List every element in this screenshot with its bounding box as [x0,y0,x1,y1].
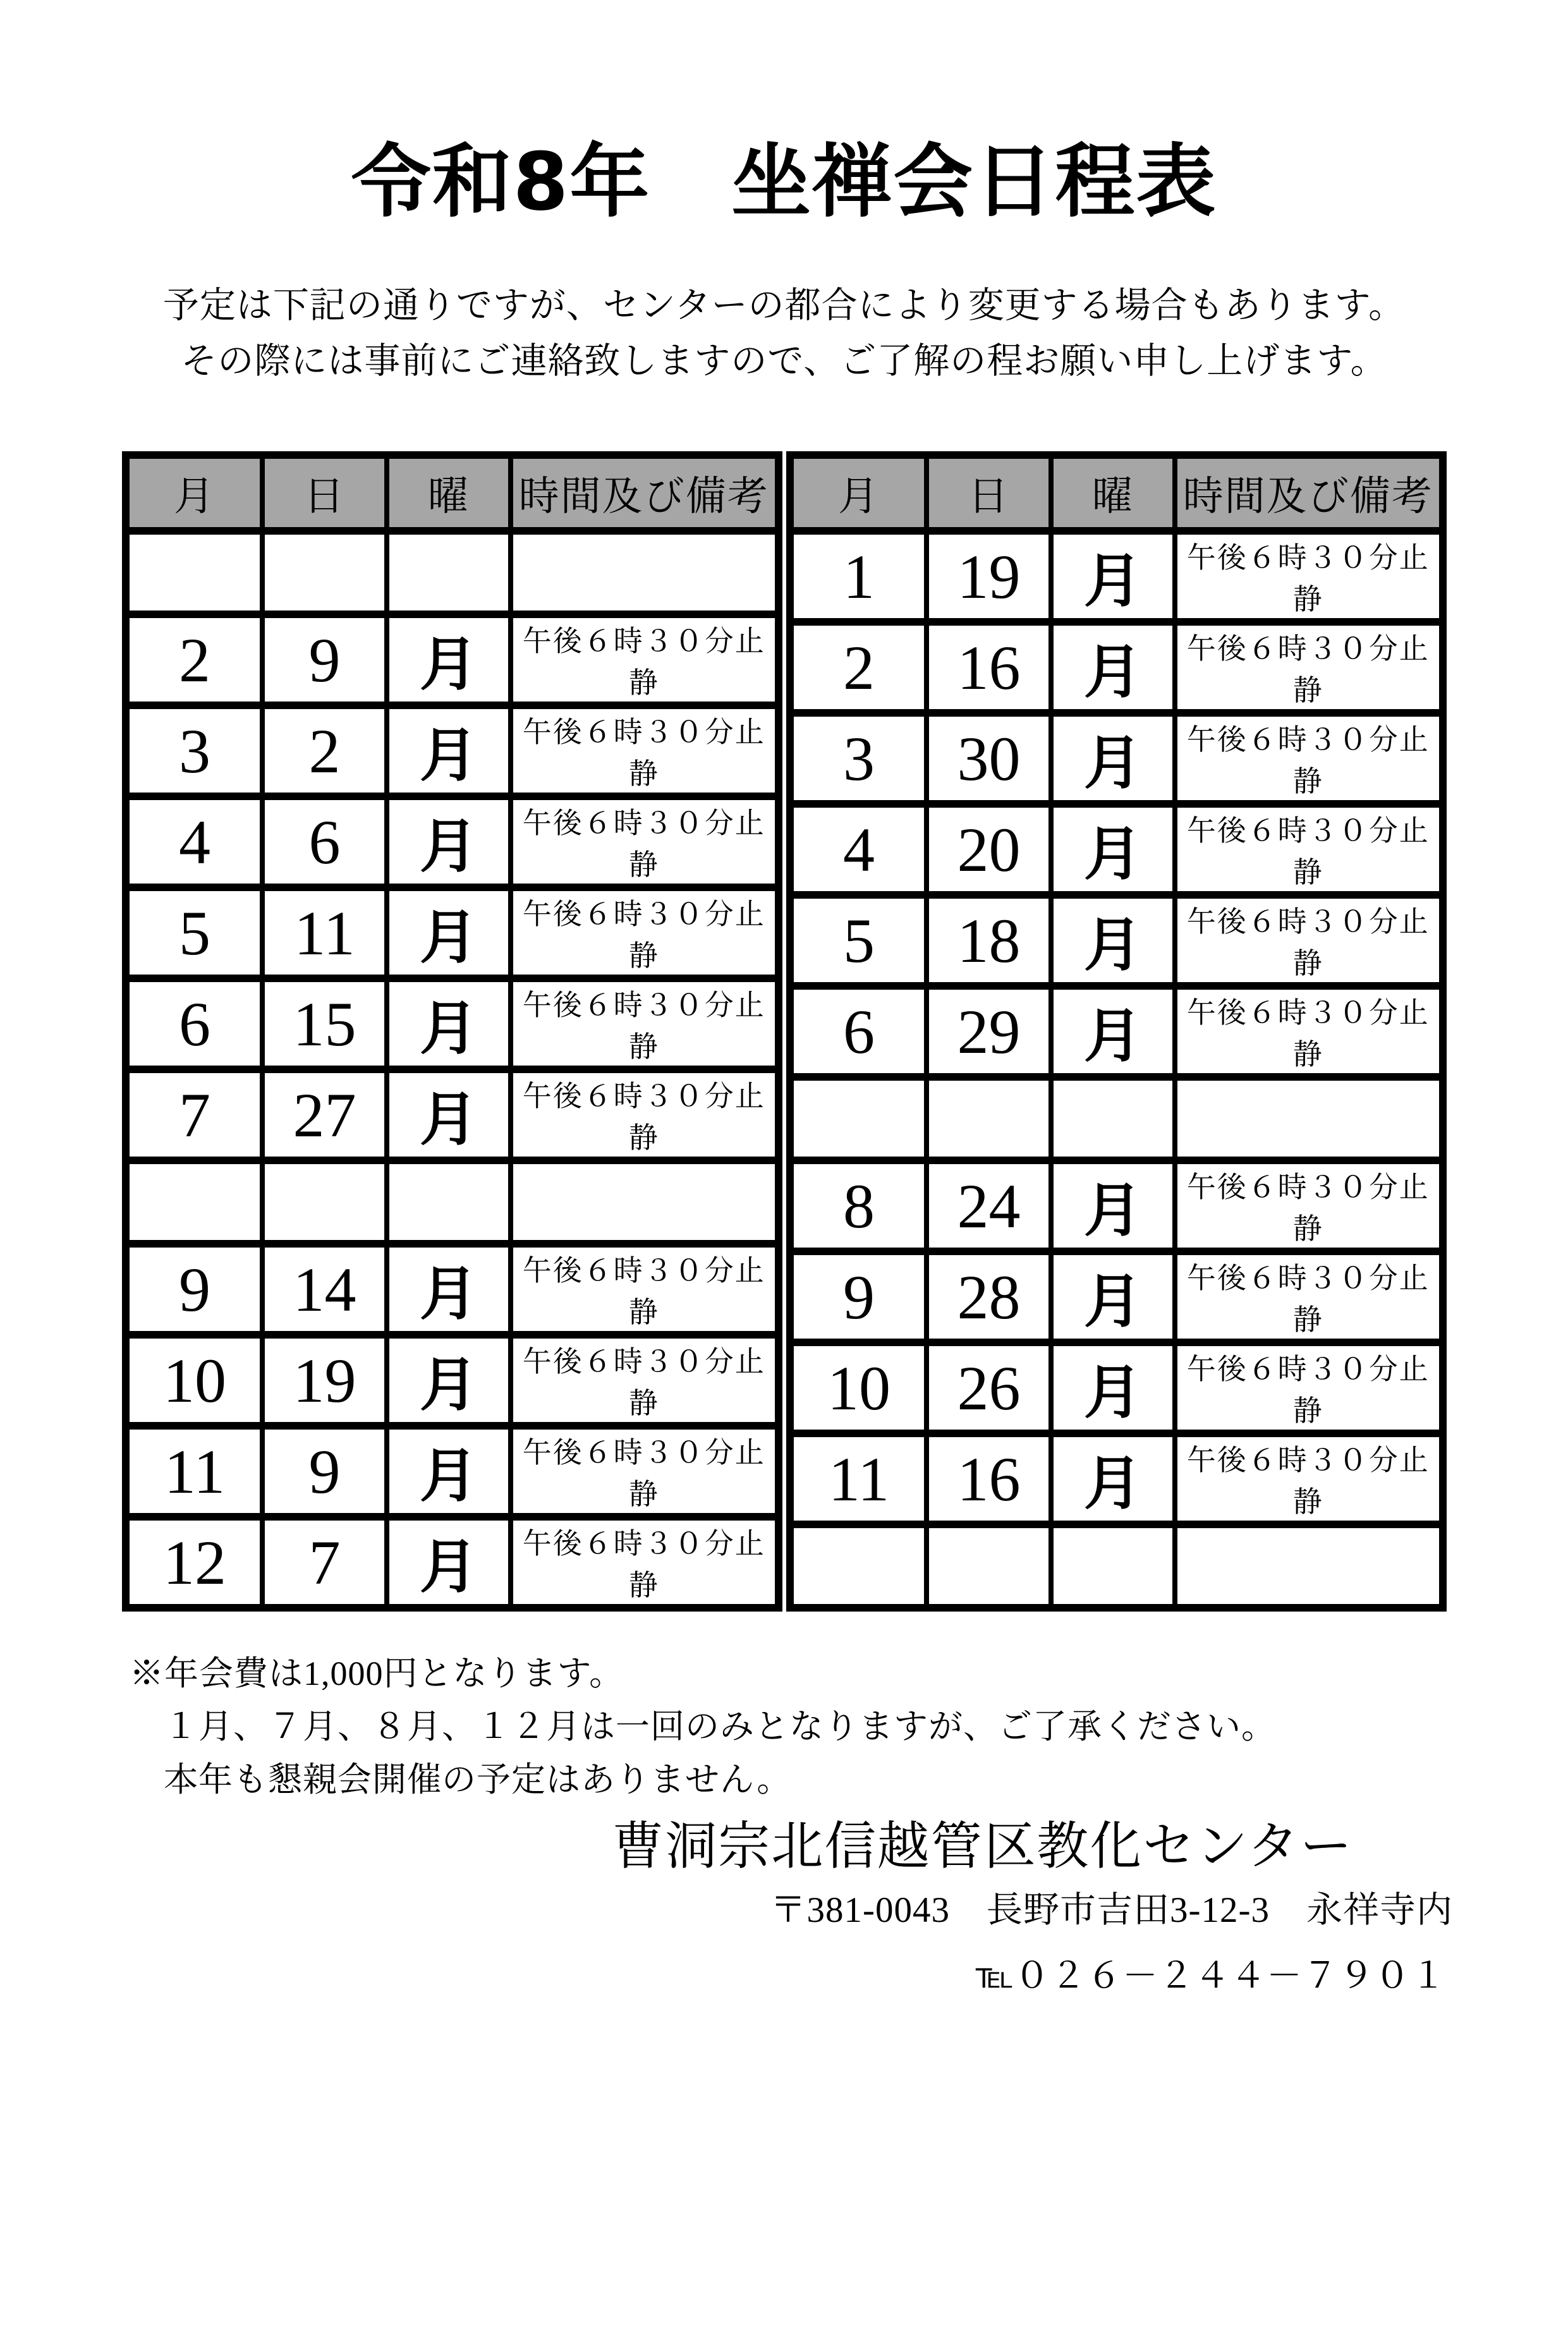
cell-remarks: 午後６時３０分止静 [511,1426,779,1517]
table-row [790,1251,1443,1342]
cell-remarks: 午後６時３０分止静 [1175,804,1443,895]
cell-remarks: 午後６時３０分止静 [511,1335,779,1426]
cell-remarks: 午後６時３０分止静 [1175,986,1443,1077]
cell-weekday: 月 [387,796,511,887]
cell-remarks: 午後６時３０分止静 [511,887,779,978]
cell-weekday: 月 [387,887,511,978]
table-row [126,705,779,796]
table-row [126,1160,779,1244]
col-header-day: 日 [927,455,1050,531]
cell-day: 28 [927,1251,1050,1342]
cell-remarks: 午後６時３０分止静 [1175,1160,1443,1251]
cell-month: 3 [126,705,263,796]
table-row [126,1517,779,1608]
cell-month: 10 [790,1342,927,1433]
cell-weekday: 月 [1051,713,1175,804]
cell-month [790,1077,927,1160]
table-row [790,1077,1443,1160]
cell-weekday: 月 [387,1069,511,1160]
cell-month: 10 [126,1335,263,1426]
cell-month: 3 [790,713,927,804]
table-row [126,531,779,614]
cell-weekday: 月 [1051,986,1175,1077]
cell-weekday: 月 [387,1426,511,1517]
cell-month: 8 [790,1160,927,1251]
schedule-table-right [786,451,1447,1612]
table-row [790,713,1443,804]
cell-day: 9 [262,1426,386,1517]
footnote-once-months: １月、７月、８月、１２月は一回のみとなりますが、ご了承ください。 [164,1708,1276,1746]
intro-paragraph [0,278,1568,389]
cell-weekday: 月 [1051,622,1175,713]
table-row [126,1069,779,1160]
cell-remarks [511,1160,779,1244]
cell-weekday: 月 [1051,531,1175,622]
cell-day: 30 [927,713,1050,804]
col-header-remarks: 時間及び備考 [1175,455,1443,531]
organization-address: 〒381-0043 長野市吉田3-12-3 永祥寺内 [770,1890,1453,1930]
col-header-weekday: 曜 [1051,455,1175,531]
cell-weekday: 月 [387,1244,511,1335]
cell-remarks: 午後６時３０分止静 [1175,531,1443,622]
cell-month: 11 [126,1426,263,1517]
cell-remarks: 午後６時３０分止静 [511,796,779,887]
organization-tel: ℡０２６－２４４－７９０１ [975,1957,1447,1996]
cell-day: 18 [927,895,1050,986]
cell-weekday: 月 [1051,804,1175,895]
cell-month [126,531,263,614]
page-title: 令和8年 坐禅会日程表 [351,135,1217,228]
table-row [790,1160,1443,1251]
cell-weekday: 月 [387,1335,511,1426]
table-row [126,1244,779,1335]
table-row [790,1524,1443,1608]
cell-day: 19 [262,1335,386,1426]
table-row [126,796,779,887]
cell-weekday: 月 [387,978,511,1069]
col-header-day: 日 [262,455,386,531]
cell-weekday [1051,1524,1175,1608]
table-row [790,1433,1443,1524]
cell-weekday [387,1160,511,1244]
table-row [126,887,779,978]
cell-remarks: 午後６時３０分止静 [1175,1433,1443,1524]
intro-line-1: 予定は下記の通りですが、センターの都合により変更する場合もあります。 [162,286,1406,325]
cell-day: 2 [262,705,386,796]
cell-month: 9 [790,1251,927,1342]
col-header-month: 月 [790,455,927,531]
cell-month: 9 [126,1244,263,1335]
cell-day [262,531,386,614]
cell-weekday [387,531,511,614]
table-row [790,986,1443,1077]
table-row [790,895,1443,986]
cell-weekday: 月 [387,1517,511,1608]
cell-remarks: 午後６時３０分止静 [1175,713,1443,804]
cell-month: 6 [126,978,263,1069]
cell-weekday: 月 [1051,1342,1175,1433]
cell-remarks [511,531,779,614]
cell-remarks: 午後６時３０分止静 [511,705,779,796]
cell-day: 15 [262,978,386,1069]
cell-weekday: 月 [1051,1433,1175,1524]
cell-day: 20 [927,804,1050,895]
cell-remarks: 午後６時３０分止静 [511,614,779,705]
table-row [790,531,1443,622]
cell-month [790,1524,927,1608]
cell-day: 26 [927,1342,1050,1433]
cell-remarks: 午後６時３０分止静 [1175,1342,1443,1433]
cell-day [262,1160,386,1244]
cell-remarks: 午後６時３０分止静 [511,1244,779,1335]
cell-month: 1 [790,531,927,622]
table-row [790,804,1443,895]
cell-weekday: 月 [1051,1251,1175,1342]
table-row [126,614,779,705]
table-row [790,1342,1443,1433]
cell-day: 24 [927,1160,1050,1251]
cell-weekday: 月 [1051,1160,1175,1251]
col-header-remarks: 時間及び備考 [511,455,779,531]
table-row [126,1335,779,1426]
cell-day: 9 [262,614,386,705]
cell-remarks: 午後６時３０分止静 [1175,1251,1443,1342]
col-header-weekday: 曜 [387,455,511,531]
cell-remarks: 午後６時３０分止静 [511,978,779,1069]
cell-month: 12 [126,1517,263,1608]
table-row [126,1426,779,1517]
footnote-fee: ※年会費は1,000円となります。 [130,1655,624,1692]
header-row-right [790,455,1443,531]
cell-month: 7 [126,1069,263,1160]
cell-weekday: 月 [387,705,511,796]
intro-line-2: その際には事前にご連絡致しますので、ご了解の程お願い申し上げます。 [181,341,1387,381]
cell-remarks: 午後６時３０分止静 [511,1069,779,1160]
cell-remarks [1175,1077,1443,1160]
cell-weekday: 月 [1051,895,1175,986]
col-header-month: 月 [126,455,263,531]
table-row [126,978,779,1069]
cell-day: 29 [927,986,1050,1077]
footnote-no-party: 本年も懇親会開催の予定はありません。 [164,1761,792,1799]
cell-day: 7 [262,1517,386,1608]
cell-remarks: 午後６時３０分止静 [1175,622,1443,713]
cell-month: 5 [790,895,927,986]
cell-month: 11 [790,1433,927,1524]
cell-day: 11 [262,887,386,978]
cell-month: 6 [790,986,927,1077]
cell-day [927,1077,1050,1160]
cell-month: 4 [126,796,263,887]
cell-weekday [1051,1077,1175,1160]
table-row [790,622,1443,713]
cell-month: 2 [126,614,263,705]
cell-month: 2 [790,622,927,713]
schedule-tables [0,451,1568,1612]
organization-name: 曹洞宗北信越管区教化センター [612,1818,1353,1875]
cell-day: 16 [927,622,1050,713]
footnotes [0,1647,1568,1806]
cell-day: 27 [262,1069,386,1160]
cell-remarks [1175,1524,1443,1608]
cell-day: 19 [927,531,1050,622]
cell-day: 14 [262,1244,386,1335]
cell-month: 5 [126,887,263,978]
cell-month [126,1160,263,1244]
header-row-left [126,455,779,531]
schedule-table-left [122,451,782,1612]
cell-day: 6 [262,796,386,887]
cell-day [927,1524,1050,1608]
cell-remarks: 午後６時３０分止静 [1175,895,1443,986]
cell-month: 4 [790,804,927,895]
cell-weekday: 月 [387,614,511,705]
cell-remarks: 午後６時３０分止静 [511,1517,779,1608]
cell-day: 16 [927,1433,1050,1524]
